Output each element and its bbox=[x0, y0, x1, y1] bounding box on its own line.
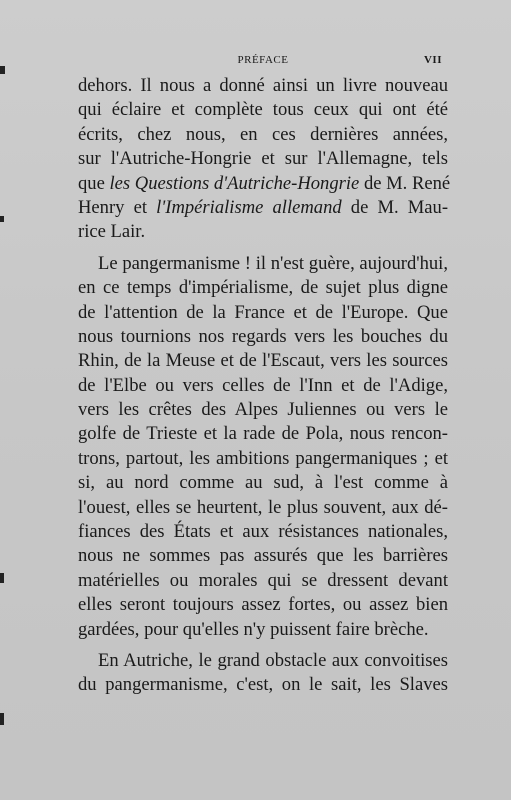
running-header bbox=[78, 52, 448, 70]
text-line: Rhin, de la Meuse et de l'Escaut, vers les sources bbox=[78, 350, 448, 372]
text-line: nous tournions nos regards vers les bouches du bbox=[78, 325, 448, 347]
text-line: rice Lair. bbox=[78, 221, 146, 243]
text-line: Le pangermanisme ! il n'est guère, aujourd'hui, bbox=[98, 252, 448, 274]
text-line: trons, partout, les ambitions pangermaniques ; et bbox=[78, 447, 448, 469]
page-number: VII bbox=[423, 54, 442, 66]
paragraph bbox=[78, 74, 451, 245]
text-line: dehors. Il nous a donné ainsi un livre nouveau bbox=[78, 75, 448, 96]
running-title: PRÉFACE bbox=[237, 54, 289, 66]
paragraph bbox=[78, 649, 448, 698]
text-line: l'ouest, elles se heurtent, le plus souvent, aux dé- bbox=[78, 496, 448, 518]
text-line: qui éclaire et complète tous ceux qui ont été bbox=[78, 99, 448, 121]
scan-mark bbox=[0, 573, 4, 583]
paragraph-gap bbox=[78, 245, 448, 252]
text-line: en ce temps d'impérialisme, de sujet plus digne bbox=[78, 277, 448, 299]
text-line: Henry et l'Impérialisme allemand de M. Mau- bbox=[78, 196, 449, 218]
text-line: que les Questions d'Autriche-Hongrie de M. René bbox=[78, 172, 451, 194]
italic-title: les Questions d'Autriche-Hongrie bbox=[109, 172, 360, 194]
text-line: fiances des États et aux résistances nationales, bbox=[78, 521, 448, 543]
text-line: matérielles ou morales qui se dressent devant bbox=[78, 569, 448, 591]
text-line: écrits, chez nous, en ces dernières années, bbox=[78, 123, 448, 145]
text-line: vers les crêtes des Alpes Juliennes ou vers le bbox=[78, 399, 448, 421]
text-line: de l'Elbe ou vers celles de l'Inn et de l'Adige, bbox=[78, 374, 448, 396]
text-line: sur l'Autriche-Hongrie et sur l'Allemagne, tels bbox=[78, 148, 448, 170]
text-line: de l'attention de la France et de l'Europe. Que bbox=[78, 301, 448, 323]
italic-title: l'Impérialisme allemand bbox=[156, 196, 342, 218]
text-line: elles seront toujours assez fortes, ou assez bien bbox=[78, 594, 448, 616]
text-line: En Autriche, le grand obstacle aux convoitises bbox=[98, 649, 448, 671]
scan-mark bbox=[0, 216, 4, 222]
text-line: golfe de Trieste et la rade de Pola, nous rencon- bbox=[78, 423, 448, 445]
scan-mark bbox=[0, 713, 4, 725]
paragraph bbox=[78, 252, 448, 642]
text-line: nous ne sommes pas assurés que les barrières bbox=[78, 545, 448, 567]
paragraph-gap bbox=[78, 642, 448, 649]
text-line: du pangermanisme, c'est, on le sait, les Slaves bbox=[78, 674, 448, 696]
text-line: gardées, pour qu'elles n'y puissent faire brèche. bbox=[78, 618, 429, 640]
text-line: si, au nord comme au sud, à l'est comme à bbox=[78, 472, 448, 494]
scan-mark bbox=[0, 66, 5, 74]
body-text bbox=[78, 74, 451, 698]
